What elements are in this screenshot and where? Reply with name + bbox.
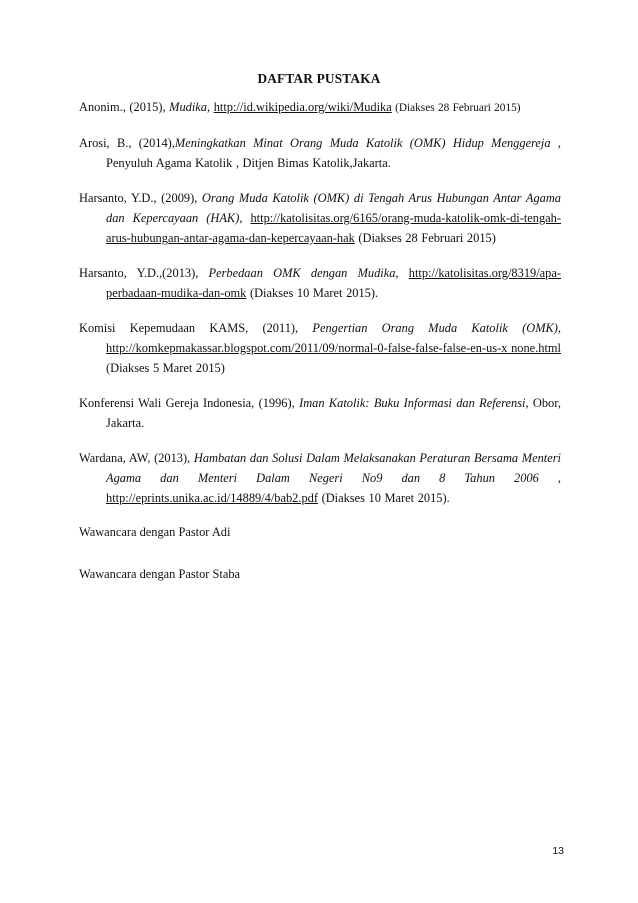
reference-access-date: (Diakses 28 Februari 2015)	[354, 231, 496, 245]
page-title: DAFTAR PUSTAKA	[257, 71, 381, 86]
reference-access-date: (Diakses 28 Februari 2015)	[391, 102, 521, 114]
reference-author: Harsanto, Y.D., (2009),	[79, 191, 202, 205]
reference-title: Orang Muda Katolik (OMK) di Tengah Arus Hubungan Antar Agama dan Kepercayaan (HAK),	[106, 191, 561, 225]
reference-item	[79, 133, 561, 173]
reference-link[interactable]: http://id.wikipedia.org/wiki/Mudika	[213, 100, 392, 114]
reference-link[interactable]: http://katolisitas.org/8319/apa-perbadaan-mudika-dan-omk	[106, 266, 561, 300]
reference-author: Harsanto, Y.D.,(2013),	[79, 266, 209, 280]
reference-title: Perbedaan OMK dengan Mudika,	[208, 266, 399, 280]
reference-access-date: (Diakses 10 Maret 2015).	[246, 286, 379, 300]
reference-title: Hambatan dan Solusi Dalam Melaksanakan Peraturan Bersama Menteri Agama dan Menteri Dalam Negeri No9 dan 8 Tahun 2006	[106, 451, 561, 485]
interview-item: Wawancara dengan Pastor Adi	[79, 525, 231, 539]
reference-separator: ,	[538, 471, 561, 485]
reference-item	[79, 263, 561, 303]
reference-list	[79, 97, 561, 606]
reference-author: Anonim., (2015),	[79, 100, 170, 114]
reference-publisher: , Obor, Jakarta.	[106, 396, 561, 430]
page-number: 13	[552, 845, 564, 857]
reference-item	[79, 393, 561, 433]
reference-item	[79, 97, 561, 118]
reference-item	[79, 448, 561, 508]
reference-title: Pengertian Orang Muda Katolik (OMK),	[312, 321, 561, 335]
reference-separator: ,	[207, 100, 214, 114]
reference-author: Wardana, AW, (2013),	[79, 451, 194, 465]
reference-title: Mudika	[169, 100, 207, 114]
reference-link[interactable]: http://katolisitas.org/6165/orang-muda-katolik-omk-di-tengah-arus-hubungan-antar-agama-dan-kepercayaan-hak	[106, 211, 561, 245]
reference-link[interactable]: http://komkepmakassar.blogspot.com/2011/09/normal-0-false-false-false-en-us-x none.html	[106, 341, 561, 355]
reference-separator	[399, 266, 409, 280]
reference-author: Arosi, B., (2014),	[79, 136, 175, 150]
reference-title: Iman Katolik: Buku Informasi dan Referensi	[299, 396, 526, 410]
reference-item	[79, 188, 561, 248]
interview-item: Wawancara dengan Pastor Staba	[79, 567, 241, 581]
reference-publisher: , Penyuluh Agama Katolik , Ditjen Bimas Katolik,Jakarta.	[106, 136, 562, 170]
reference-link[interactable]: http://eprints.unika.ac.id/14889/4/bab2.pdf	[106, 491, 318, 505]
reference-access-date: (Diakses 5 Maret 2015)	[106, 361, 225, 375]
reference-author: Konferensi Wali Gereja Indonesia, (1996),	[79, 396, 300, 410]
reference-access-date: (Diakses 10 Maret 2015).	[317, 491, 450, 505]
reference-item	[79, 318, 561, 378]
reference-title: Meningkatkan Minat Orang Muda Katolik (OMK) Hidup Menggereja	[174, 136, 551, 150]
reference-author: Komisi Kepemudaan KAMS, (2011),	[79, 321, 313, 335]
